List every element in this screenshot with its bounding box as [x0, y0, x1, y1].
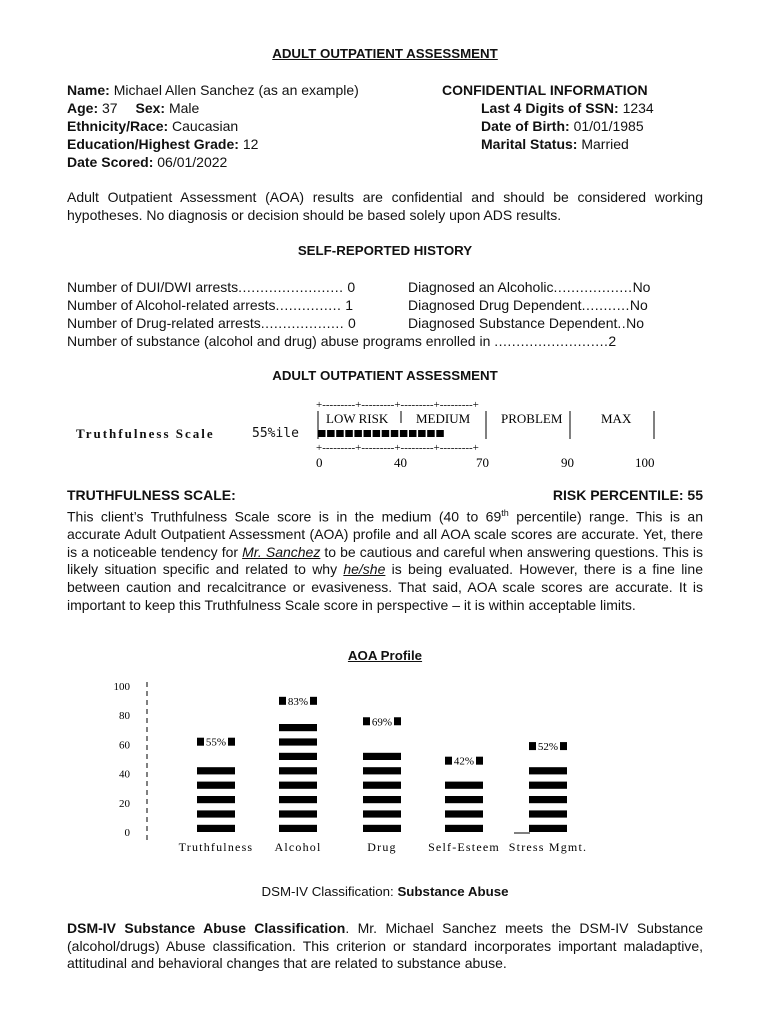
profile-bar-4 [529, 741, 567, 832]
profile-y-axis [114, 681, 148, 840]
classification-label: DSM-IV Classification: [261, 884, 394, 899]
date-scored-label: Date Scored: [67, 154, 154, 170]
profile-bar-2-segment-1 [363, 810, 401, 817]
history-right-row-1: Diagnosed Drug Dependent...........No [408, 297, 648, 313]
profile-bar-1-segment-5 [279, 753, 317, 760]
classification-para-heading: DSM-IV Substance Abuse Classification [67, 920, 346, 936]
client-age: 37 [102, 100, 118, 116]
profile-bar-1-segment-4 [279, 767, 317, 774]
profile-bar-3-segment-2 [445, 796, 483, 803]
profile-bar-label-4: 52% [537, 741, 559, 754]
classification-paragraph: DSM-IV Substance Abuse Classification. Mr. Michael Sanchez meets the DSM-IV Substance (alcohol/drugs) Abuse classification. This criterion or standard incorporates important maladaptive, attitudinal and behavioral changes that are related to substance abuse. [67, 920, 703, 972]
profile-bar-2-segment-5 [363, 753, 401, 760]
profile-bar-label-1: 83% [287, 695, 309, 708]
client-education: 12 [242, 136, 259, 152]
profile-bar-1-segment-1 [279, 810, 317, 817]
profile-bar-4-segment-1 [529, 810, 567, 817]
scale-block-11 [418, 430, 426, 437]
date-scored: 06/01/2022 [157, 154, 228, 170]
profile-bar-1 [279, 696, 317, 832]
profile-bar-label-0: 55% [205, 736, 227, 749]
intro-paragraph: Adult Outpatient Assessment (AOA) results are confidential and should be considered working hypotheses. No diagnosis or decision should be based solely upon ADS results. [67, 189, 703, 223]
profile-category-0: Truthfulness [178, 840, 254, 854]
y-tick-label-80: 80 [119, 710, 130, 723]
zone-medium: MEDIUM [416, 411, 471, 426]
profile-bar-1-segment-2 [279, 796, 317, 803]
scale-block-12 [427, 430, 435, 437]
dob-label: Date of Birth: [481, 118, 570, 134]
sex-label: Sex: [135, 100, 166, 116]
scale-chart [300, 395, 680, 475]
profile-bars [197, 696, 567, 833]
scale-block-10 [409, 430, 417, 437]
zone-low-risk: LOW RISK [326, 411, 389, 426]
scale-tick-0: 0 [316, 455, 323, 470]
scale-tick-100: 100 [635, 455, 655, 470]
client-ethnicity: Caucasian [172, 118, 239, 134]
profile-bar-0-segment-1 [197, 810, 235, 817]
profile-category-1: Alcohol [274, 840, 322, 854]
profile-bar-4-segment-2 [529, 796, 567, 803]
truthfulness-heading: TRUTHFULNESS SCALE: [67, 487, 236, 503]
y-tick-label-40: 40 [119, 768, 130, 781]
ethnicity-label: Ethnicity/Race: [67, 118, 169, 134]
education-line [67, 136, 258, 152]
profile-bar-2-segment-0 [363, 825, 401, 832]
marital-value: Married [581, 136, 629, 152]
name-label: Name: [67, 82, 110, 98]
scale-label: Truthfulness Scale [76, 426, 215, 441]
profile-categories [179, 840, 588, 854]
profile-bar-0-segment-0 [197, 825, 235, 832]
client-sex: Male [168, 100, 200, 116]
education-label: Education/Highest Grade: [67, 136, 239, 152]
date-scored-line [67, 154, 227, 170]
scale-block-1 [327, 430, 335, 437]
profile-category-4: Stress Mgmt. [508, 840, 588, 854]
risk-percentile: RISK PERCENTILE: 55 [552, 487, 703, 503]
profile-category-2: Drug [367, 840, 397, 854]
zone-max: MAX [601, 411, 632, 426]
profile-bar-3-segment-0 [445, 825, 483, 832]
scale-tick-90: 90 [561, 455, 574, 470]
profile-bar-4-segment-3 [529, 782, 567, 789]
history-left-row-2: Number of Drug-related arrests................... 0 [67, 315, 356, 331]
history-left-row-1: Number of Alcohol-related arrests............... 1 [67, 297, 354, 313]
y-tick-label-20: 20 [119, 797, 130, 810]
document-title: ADULT OUTPATIENT ASSESSMENT [272, 46, 498, 61]
scale-tick-40: 40 [394, 455, 407, 470]
profile-bar-label-2: 69% [371, 716, 393, 729]
age-label: Age: [67, 100, 99, 116]
scale-block-7 [382, 430, 390, 437]
y-tick-label-60: 60 [119, 739, 130, 752]
profile-category-3: Self-Esteem [428, 840, 500, 854]
profile-bar-1-segment-6 [279, 738, 317, 745]
y-tick-label-100: 100 [113, 681, 130, 693]
classification-line [0, 884, 770, 899]
aoa-profile-chart [100, 672, 660, 862]
scale-block-4 [354, 430, 362, 437]
scale-block-6 [373, 430, 381, 437]
ssn-label: Last 4 Digits of SSN: [481, 100, 619, 116]
ethnicity-line [67, 118, 238, 134]
truthfulness-paragraph: This client’s Truthfulness Scale score is in the medium (40 to 69th percentile) range. This is an accurate Adult Outpatient Assessment (AOA) profile and all AOA scale scores are accurate. Yet, there is a noticeable tendency for Mr. Sanchez to be cautious and careful when answering questions. This is likely situation specific and related to why he/she is being evaluated. However, there is a fine line between caution and recalcitrance or evasiveness. That said, AOA scale scores are accurate. It is important to keep this Truthfulness Scale score in perspective – it is within acceptable limits. [67, 508, 703, 613]
profile-bar-0 [197, 737, 235, 832]
profile-bar-4-segment-4 [529, 767, 567, 774]
history-programs-row: Number of substance (alcohol and drug) abuse programs enrolled in ..........................2 [67, 333, 617, 349]
profile-bar-0-segment-4 [197, 767, 235, 774]
history-right-row-2: Diagnosed Substance Dependent..No [408, 315, 645, 331]
scale-border-top: +---------+---------+---------+---------+ [316, 399, 479, 411]
history-left-row-0: Number of DUI/DWI arrests........................ 0 [67, 279, 356, 295]
history-heading: SELF-REPORTED HISTORY [297, 243, 473, 258]
dob-line [481, 118, 644, 134]
profile-bar-1-segment-7 [279, 724, 317, 731]
pronoun-ref: he/she [343, 561, 386, 578]
scale-border-bottom: +---------+---------+---------+---------+ [316, 442, 479, 454]
age-sex-line [67, 100, 199, 116]
scale-block-2 [336, 430, 344, 437]
profile-bar-label-3: 42% [453, 755, 475, 768]
scale-block-9 [400, 430, 408, 437]
scale-tick-70: 70 [476, 455, 489, 470]
scale-block-13 [436, 430, 444, 437]
profile-bar-2-segment-4 [363, 767, 401, 774]
y-tick-label-0: 0 [124, 827, 130, 839]
marital-label: Marital Status: [481, 136, 578, 152]
zone-problem: PROBLEM [501, 411, 563, 426]
scale-block-0 [318, 430, 326, 437]
scale-block-5 [364, 430, 372, 437]
client-name-ref: Mr. Sanchez [242, 543, 321, 560]
client-name-line [67, 82, 359, 98]
assessment-heading: ADULT OUTPATIENT ASSESSMENT [272, 368, 498, 383]
profile-bar-0-segment-2 [197, 796, 235, 803]
profile-heading: AOA Profile [347, 648, 423, 663]
profile-bar-2 [363, 716, 401, 832]
ssn-line [481, 100, 654, 116]
profile-bar-3-segment-1 [445, 810, 483, 817]
profile-bar-1-segment-3 [279, 782, 317, 789]
profile-bar-4-segment-0 [529, 825, 567, 832]
profile-bar-0-segment-3 [197, 782, 235, 789]
profile-bar-2-segment-3 [363, 782, 401, 789]
profile-bar-3 [445, 756, 483, 832]
scale-block-3 [345, 430, 353, 437]
profile-bar-3-segment-3 [445, 782, 483, 789]
profile-bar-1-segment-0 [279, 825, 317, 832]
history-right-row-0: Diagnosed an Alcoholic..................No [408, 279, 651, 295]
dob-value: 01/01/1985 [573, 118, 644, 134]
marital-line [481, 136, 629, 152]
profile-bar-2-segment-2 [363, 796, 401, 803]
confidential-heading: CONFIDENTIAL INFORMATION [442, 82, 648, 98]
ssn-value: 1234 [622, 100, 654, 116]
classification-value: Substance Abuse [397, 884, 509, 899]
client-name: Michael Allen Sanchez (as an example) [113, 82, 359, 98]
scale-block-8 [391, 430, 399, 437]
scale-fill-bar [318, 430, 444, 437]
scale-percentile: 55%ile [252, 426, 299, 441]
